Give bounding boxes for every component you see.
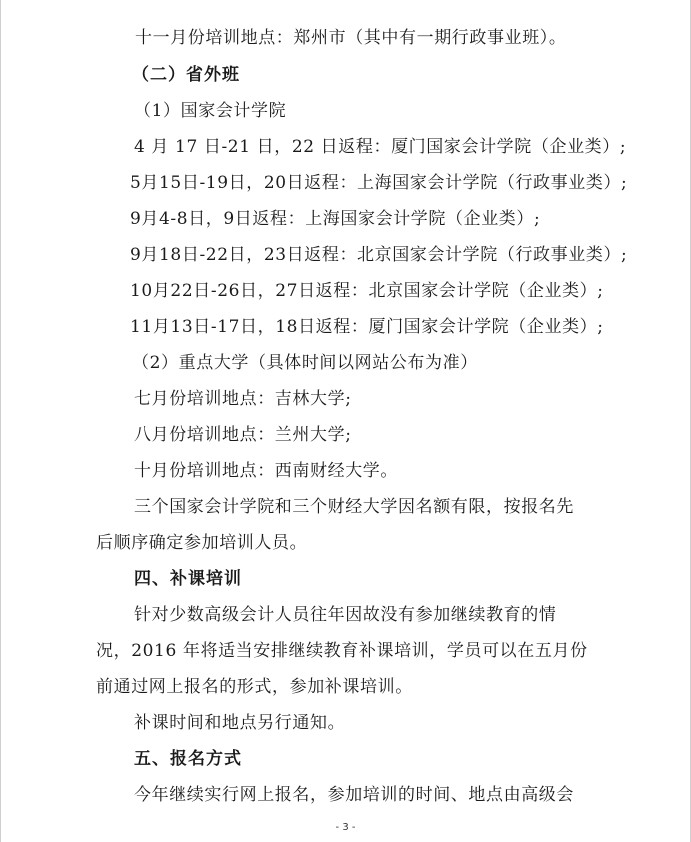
subheading-key-universities: （2）重点大学（具体时间以网站公布为准） — [132, 353, 478, 373]
page-left-edge — [0, 0, 1, 842]
heading-outside-province-class: （二）省外班 — [132, 65, 240, 85]
paragraph-makeup-line-3: 前通过网上报名的形式，参加补课培训。 — [96, 677, 413, 697]
line-november-zhengzhou: 十一月份培训地点：郑州市（其中有一期行政事业班）。 — [135, 28, 567, 48]
paragraph-makeup-line-2: 况，2016 年将适当安排继续教育补课培训，学员可以在五月份 — [96, 641, 588, 661]
paragraph-makeup-line-1: 针对少数高级会计人员往年因故没有参加继续教育的情 — [134, 605, 557, 625]
line-september-beijing: 9月18日-22日，23日返程：北京国家会计学院（行政事业类）; — [130, 245, 628, 265]
line-april-xiamen: 4 月 17 日-21 日，22 日返程：厦门国家会计学院（企业类）; — [134, 137, 627, 157]
heading-registration-method: 五、报名方式 — [134, 749, 242, 769]
paragraph-makeup-notice: 补课时间和地点另行通知。 — [134, 713, 346, 733]
line-august-lanzhou: 八月份培训地点：兰州大学; — [134, 425, 352, 445]
paragraph-registration-line-1: 今年继续实行网上报名，参加培训的时间、地点由高级会 — [134, 785, 574, 805]
subheading-national-accounting-institute: （1）国家会计学院 — [134, 101, 287, 121]
paragraph-quota-line-1: 三个国家会计学院和三个财经大学因名额有限，按报名先 — [134, 497, 574, 517]
line-november-xiamen: 11月13日-17日，18日返程：厦门国家会计学院（企业类）; — [130, 317, 604, 337]
line-october-swufe: 十月份培训地点：西南财经大学。 — [134, 461, 398, 481]
line-september-shanghai: 9月4-8日，9日返程：上海国家会计学院（企业类）; — [130, 209, 541, 229]
line-october-beijing: 10月22日-26日，27日返程：北京国家会计学院（企业类）; — [130, 281, 604, 301]
paragraph-quota-line-2: 后顺序确定参加培训人员。 — [96, 533, 308, 553]
line-may-shanghai: 5月15日-19日，20日返程：上海国家会计学院（行政事业类）; — [130, 173, 628, 193]
page-number: - 3 - — [335, 822, 356, 833]
heading-makeup-training: 四、补课培训 — [134, 569, 242, 589]
line-july-jilin: 七月份培训地点：吉林大学; — [134, 389, 352, 409]
